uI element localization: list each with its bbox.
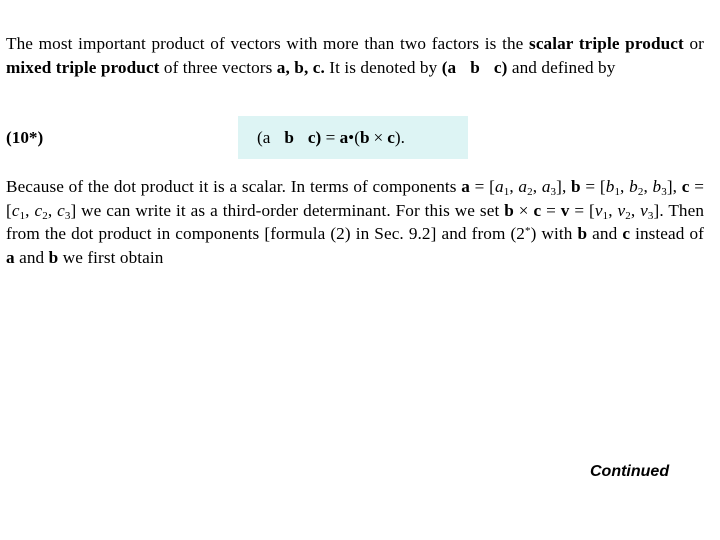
sub: 1 (19, 209, 26, 222)
text: , (630, 200, 641, 220)
text: , (608, 200, 618, 220)
comp-v2: v (617, 200, 626, 220)
comp-c2: c (34, 200, 43, 220)
text: = [ (469, 177, 495, 196)
vec-c: c (622, 224, 631, 243)
vec-v: v (560, 200, 570, 220)
vec-c: c (681, 177, 690, 196)
intro-paragraph (6, 32, 704, 79)
comp-b3: b (652, 177, 662, 196)
eq-c: c (387, 128, 395, 147)
equation-number: (10*) (6, 128, 44, 147)
vec-b: b (577, 224, 588, 243)
eq-lhs-c: c) (307, 128, 322, 147)
text: , (643, 177, 653, 196)
sub: 3 (550, 186, 557, 198)
comp-v1: v (594, 200, 603, 220)
notation-a: (a (441, 57, 457, 77)
eq-paren-close: ). (394, 128, 405, 147)
eq-lhs-b: b (284, 128, 294, 147)
equation (257, 127, 405, 149)
text: of three vectors (159, 57, 277, 77)
term-scalar-triple-product: scalar triple product (529, 34, 684, 53)
text: , (47, 200, 58, 220)
star-superscript: * (525, 225, 531, 237)
comp-a1: a (495, 177, 504, 196)
text: ], (556, 177, 572, 196)
text: ) with (530, 224, 578, 243)
sub: 2 (527, 186, 533, 198)
comp-c1: c (11, 200, 20, 220)
comp-a3: a (541, 177, 551, 196)
notation-c: c) (493, 57, 508, 77)
sub: 3 (647, 209, 654, 222)
sub: 3 (64, 209, 71, 222)
continued-label: Continued (590, 463, 670, 480)
eq-paren-open: ( (354, 128, 360, 147)
sub: 1 (614, 186, 621, 198)
cross-symbol: × (513, 200, 534, 220)
text: we can write it as a third-order determinant. For this we set (76, 200, 505, 220)
equation-box (238, 116, 468, 159)
eq-cross: × (373, 128, 384, 147)
vec-b: b (571, 177, 581, 196)
eq-equals: = (321, 128, 340, 147)
notation-b: b (470, 57, 480, 77)
vec-c: c (533, 200, 542, 220)
text: and (587, 224, 623, 243)
comp-b1: b (605, 177, 615, 196)
text: = [ (6, 177, 705, 220)
notation (442, 58, 508, 77)
sub: 1 (503, 186, 510, 198)
text: we first obtain (58, 247, 164, 267)
eq-lhs-a: (a (257, 128, 271, 147)
text: ] (70, 200, 77, 220)
text: , (509, 177, 519, 196)
text: = [ (580, 177, 606, 196)
text: , (532, 177, 542, 196)
sub: 2 (42, 209, 48, 222)
sub: 1 (602, 209, 609, 222)
text: , (25, 200, 35, 220)
text: = [ (569, 200, 595, 220)
sub: 2 (625, 209, 631, 222)
text: and (14, 247, 49, 267)
vec-a: a (6, 247, 15, 267)
text: or (683, 34, 704, 53)
comp-b2: b (629, 177, 638, 196)
comp-c3: c (57, 200, 65, 220)
eq-dot: • (348, 128, 355, 147)
text: and defined by (507, 57, 616, 77)
text: It is denoted by (324, 57, 442, 77)
text: ] (653, 200, 660, 220)
eq-b: b (359, 128, 370, 147)
text: , (620, 177, 630, 196)
vec-b: b (48, 247, 59, 267)
sub: 2 (637, 186, 644, 198)
term-mixed-triple-product: mixed triple product (6, 57, 160, 77)
text: Because of the dot product it is a scalar. In terms of components (6, 177, 462, 196)
comp-a2: a (518, 177, 528, 196)
text: . Then from the dot product in components [formula (2) in Sec. 9.2] and from (2 (6, 200, 705, 243)
comp-v3: v (640, 200, 648, 220)
eq-a: a (339, 128, 349, 147)
sub: 3 (661, 186, 667, 198)
vec-b: b (504, 200, 514, 220)
vec-a: a (461, 177, 470, 196)
components-paragraph (6, 175, 704, 269)
text: ], (666, 177, 682, 196)
vectors-abc: a, b, c. (276, 57, 325, 77)
text: instead of (630, 224, 705, 243)
text: The most important product of vectors with more than two factors is the (6, 34, 530, 53)
text: = (541, 200, 561, 220)
